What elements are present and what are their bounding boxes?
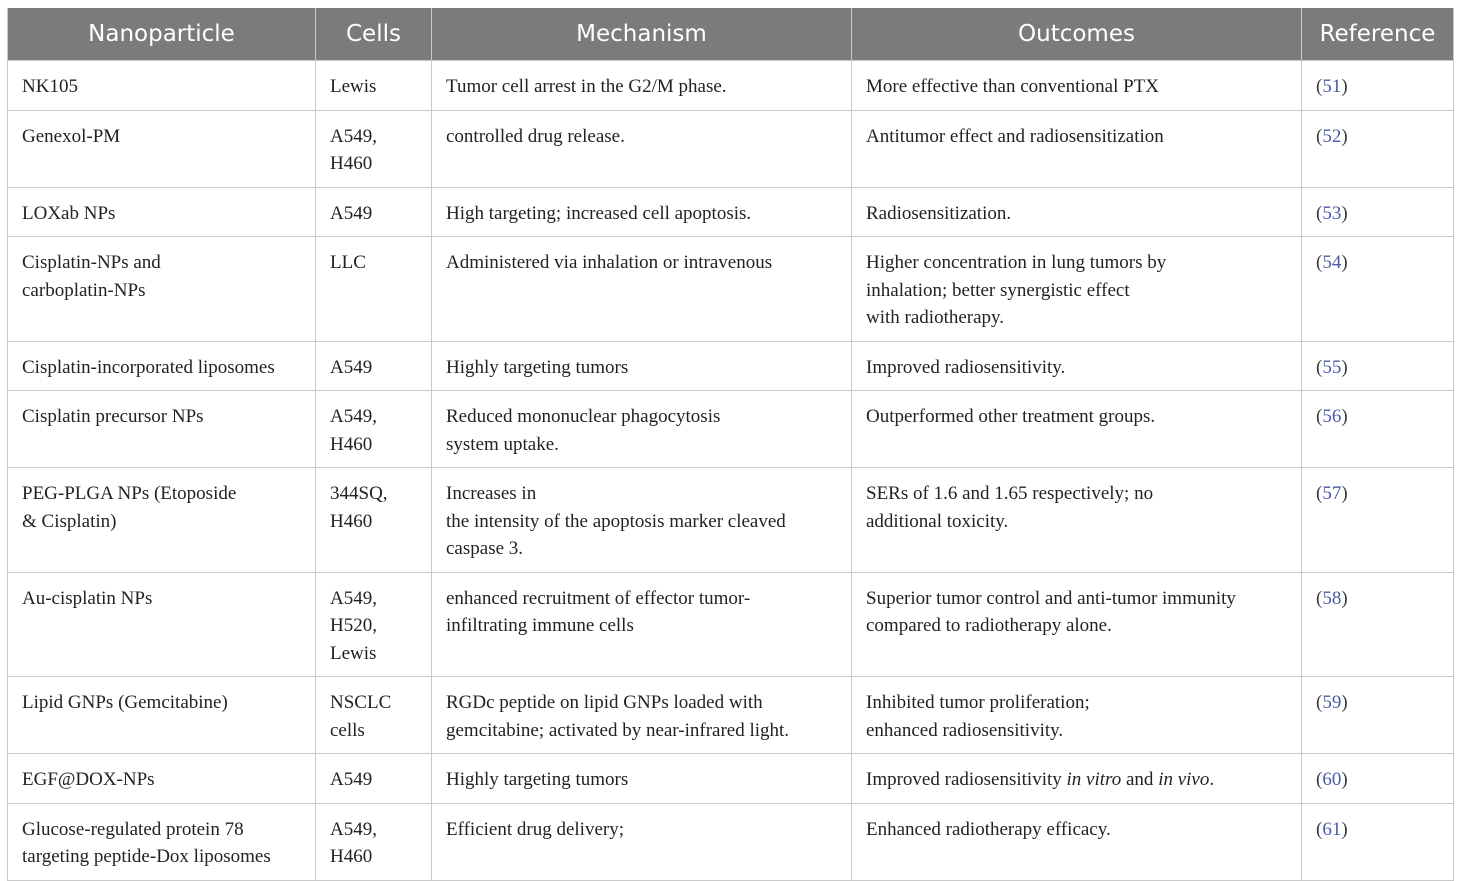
reference-link[interactable]: 53	[1322, 202, 1342, 224]
cells-cell: A549	[316, 341, 432, 391]
nanoparticle-table	[7, 8, 1454, 881]
outcomes-italic-in-vitro: in vitro	[1066, 769, 1122, 790]
reference-link[interactable]: 61	[1322, 818, 1342, 840]
reference-link[interactable]: 60	[1322, 769, 1342, 790]
cells-cell: 344SQ, H460	[316, 468, 432, 573]
table-row	[8, 468, 1454, 573]
outcomes-cell: Outperformed other treatment groups.	[852, 391, 1302, 468]
outcomes-text: and	[1121, 769, 1159, 790]
table-row	[8, 187, 1454, 237]
reference-cell: (56)	[1302, 391, 1454, 468]
reference-link[interactable]: 59	[1322, 692, 1342, 713]
nanoparticle-cell: PEG-PLGA NPs (Etoposide & Cisplatin)	[8, 468, 316, 573]
outcomes-text: .	[1209, 769, 1215, 790]
reference-cell: (58)	[1302, 572, 1454, 677]
mechanism-cell: Highly targeting tumors	[432, 754, 852, 804]
outcomes-cell: Antitumor effect and radiosensitization	[852, 110, 1302, 187]
nanoparticle-cell: Lipid GNPs (Gemcitabine)	[8, 677, 316, 754]
cells-cell: A549, H520, Lewis	[316, 572, 432, 677]
table-body	[8, 61, 1454, 881]
reference-cell: (53)	[1302, 187, 1454, 237]
reference-link[interactable]: 55	[1322, 356, 1342, 378]
mechanism-cell: Efficient drug delivery;	[432, 803, 852, 880]
reference-link[interactable]: 56	[1322, 406, 1342, 427]
mechanism-cell: RGDc peptide on lipid GNPs loaded with gemcitabine; activated by near-infrared light.	[432, 677, 852, 754]
reference-link[interactable]: 58	[1322, 587, 1342, 609]
reference-cell: (51)	[1302, 61, 1454, 111]
outcomes-cell	[852, 754, 1302, 804]
table-row	[8, 237, 1454, 342]
reference-cell: (52)	[1302, 110, 1454, 187]
outcomes-cell: More effective than conventional PTX	[852, 61, 1302, 111]
mechanism-cell: Highly targeting tumors	[432, 341, 852, 391]
nanoparticle-cell: NK105	[8, 61, 316, 111]
nanoparticle-cell: Cisplatin precursor NPs	[8, 391, 316, 468]
outcomes-cell: Radiosensitization.	[852, 187, 1302, 237]
cells-cell: A549	[316, 754, 432, 804]
outcomes-cell: Improved radiosensitivity.	[852, 341, 1302, 391]
cells-cell: NSCLC cells	[316, 677, 432, 754]
reference-cell: (55)	[1302, 341, 1454, 391]
table-header	[8, 8, 1454, 61]
outcomes-italic-in-vivo: in vivo	[1158, 769, 1210, 790]
mechanism-cell: Tumor cell arrest in the G2/M phase.	[432, 61, 852, 111]
reference-cell: (60)	[1302, 754, 1454, 804]
mechanism-cell: enhanced recruitment of effector tumor- infiltrating immune cells	[432, 572, 852, 677]
outcomes-cell: Higher concentration in lung tumors by inhalation; better synergistic effect with radiotherapy.	[852, 237, 1302, 342]
outcomes-text: Improved radiosensitivity	[866, 769, 1067, 790]
nanoparticle-cell: LOXab NPs	[8, 187, 316, 237]
reference-cell: (54)	[1302, 237, 1454, 342]
reference-cell: (59)	[1302, 677, 1454, 754]
reference-cell: (61)	[1302, 803, 1454, 880]
outcomes-cell: Inhibited tumor proliferation; enhanced radiosensitivity.	[852, 677, 1302, 754]
mechanism-cell: Reduced mononuclear phagocytosis system uptake.	[432, 391, 852, 468]
table-row	[8, 341, 1454, 391]
table-row	[8, 572, 1454, 677]
header-reference: Reference	[1302, 8, 1454, 61]
outcomes-cell: Enhanced radiotherapy efficacy.	[852, 803, 1302, 880]
table-row	[8, 61, 1454, 111]
reference-link[interactable]: 52	[1322, 125, 1342, 147]
nanoparticle-cell: EGF@DOX-NPs	[8, 754, 316, 804]
table-row	[8, 110, 1454, 187]
cells-cell: A549	[316, 187, 432, 237]
reference-link[interactable]: 51	[1322, 76, 1342, 97]
table-row	[8, 754, 1454, 804]
table-row	[8, 677, 1454, 754]
nanoparticle-cell: Genexol-PM	[8, 110, 316, 187]
cells-cell: A549, H460	[316, 391, 432, 468]
outcomes-cell: SERs of 1.6 and 1.65 respectively; no additional toxicity.	[852, 468, 1302, 573]
mechanism-cell: Administered via inhalation or intravenous	[432, 237, 852, 342]
cells-cell: A549, H460	[316, 803, 432, 880]
nanoparticle-cell: Glucose-regulated protein 78 targeting peptide-Dox liposomes	[8, 803, 316, 880]
header-row	[8, 8, 1454, 61]
cells-cell: A549, H460	[316, 110, 432, 187]
mechanism-cell: controlled drug release.	[432, 110, 852, 187]
table-row	[8, 391, 1454, 468]
reference-link[interactable]: 54	[1322, 252, 1342, 273]
header-outcomes: Outcomes	[852, 8, 1302, 61]
reference-link[interactable]: 57	[1322, 483, 1342, 504]
mechanism-cell: High targeting; increased cell apoptosis.	[432, 187, 852, 237]
table-row	[8, 803, 1454, 880]
nanoparticle-cell: Cisplatin-NPs and carboplatin-NPs	[8, 237, 316, 342]
mechanism-cell: Increases in the intensity of the apoptosis marker cleaved caspase 3.	[432, 468, 852, 573]
nanoparticle-cell: Au-cisplatin NPs	[8, 572, 316, 677]
header-nanoparticle: Nanoparticle	[8, 8, 316, 61]
header-mechanism: Mechanism	[432, 8, 852, 61]
reference-cell: (57)	[1302, 468, 1454, 573]
header-cells: Cells	[316, 8, 432, 61]
outcomes-cell: Superior tumor control and anti-tumor immunity compared to radiotherapy alone.	[852, 572, 1302, 677]
cells-cell: LLC	[316, 237, 432, 342]
cells-cell: Lewis	[316, 61, 432, 111]
nanoparticle-table-container	[7, 8, 1453, 881]
nanoparticle-cell: Cisplatin-incorporated liposomes	[8, 341, 316, 391]
